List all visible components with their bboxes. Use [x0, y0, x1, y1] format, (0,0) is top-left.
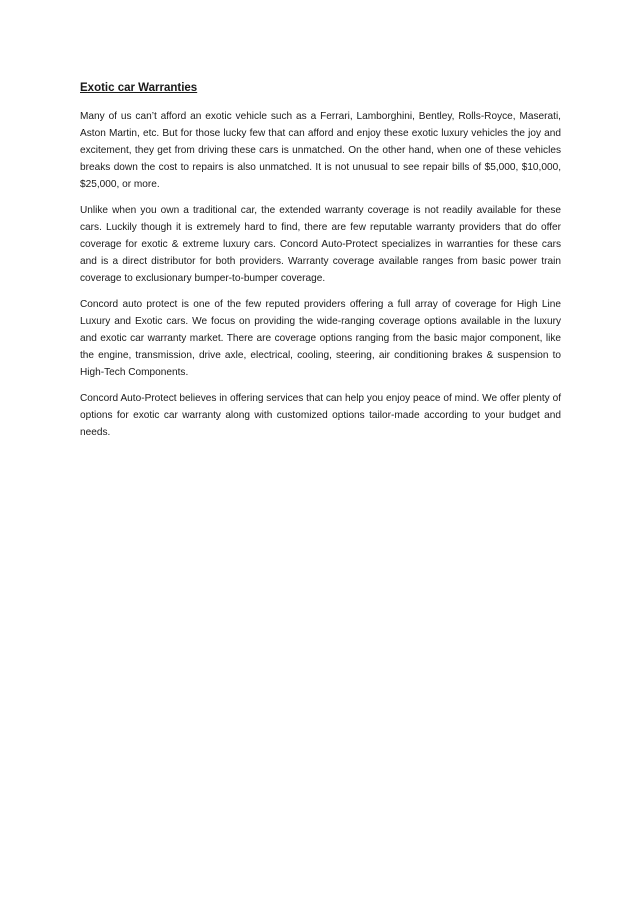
- document-title: Exotic car Warranties: [80, 82, 198, 94]
- paragraph-4: Concord Auto-Protect believes in offering services that can help you enjoy peace of mind. We offer plenty of options for exotic car warranty along with customized options tailor-made according to your budget and needs.: [80, 393, 561, 438]
- document-body: [80, 80, 561, 450]
- paragraph-3: Concord auto protect is one of the few reputed providers offering a full array of coverage for High Line Luxury and Exotic cars. We focus on providing the wide-ranging coverage options available in the luxury and exotic car warranty market. There are coverage options ranging from the basic major component, like the engine, transmission, drive axle, electrical, cooling, steering, air conditioning brakes & suspension to High-Tech Components.: [80, 299, 561, 378]
- paragraph-1: Many of us can’t afford an exotic vehicle such as a Ferrari, Lamborghini, Bentley, Rolls-Royce, Maserati, Aston Martin, etc. But for those lucky few that can afford and enjoy these exotic luxury vehicles the joy and excitement, they get from driving these cars is unmatched. On the other hand, when one of these vehicles breaks down the cost to repairs is also unmatched. It is not unusual to see repair bills of $5,000, $10,000, $25,000, or more.: [80, 111, 561, 190]
- paragraph-2: Unlike when you own a traditional car, the extended warranty coverage is not readily available for these cars. Luckily though it is extremely hard to find, there are few reputable warranty providers that do offer coverage for exotic & extreme luxury cars. Concord Auto-Protect specializes in warranties for these cars and is a direct distributor for both providers. Warranty coverage available ranges from basic power train coverage to exclusionary bumper-to-bumper coverage.: [80, 205, 561, 284]
